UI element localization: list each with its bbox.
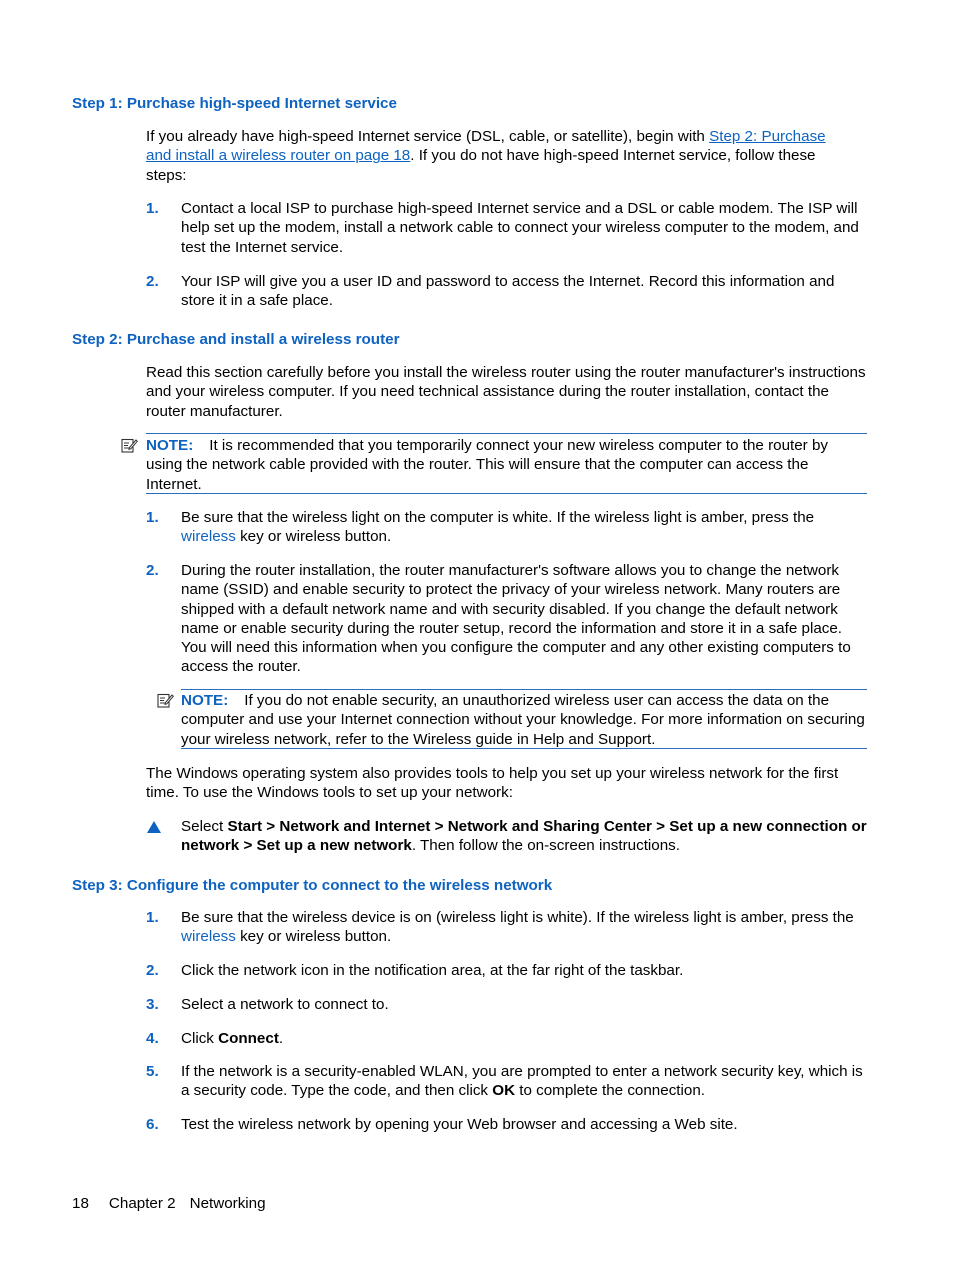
- step2-link[interactable]: Step 2: Purchase: [709, 128, 826, 145]
- step1-item-number: 2.: [146, 273, 159, 290]
- glossary-term-wireless[interactable]: wireless: [181, 528, 236, 546]
- step3-item-text: Click Connect.: [181, 1030, 284, 1047]
- step3-item-number: 4.: [146, 1030, 159, 1047]
- note-icon: [121, 437, 138, 454]
- note-icon: [157, 692, 174, 709]
- step2-intro: Read this section carefully before you install the wireless router using the router manufacturer's instructions and your wireless computer. If you need technical assistance during the router installation, contact the router manufacturer.: [146, 364, 866, 420]
- step3-item-number: 5.: [146, 1063, 159, 1080]
- note-label: NOTE:: [146, 437, 194, 454]
- step3-item-number: 2.: [146, 962, 159, 979]
- step2-item-text: During the router installation, the router manufacturer's software allows you to change the network name (SSID) and enable security to protect the privacy of your wireless network. Many routers are shipped with a default network name and with security disabled. If you change the default network name or enable security during the router setup, record the information and store it in a safe place. You will need this information when you configure the computer and any other existing computers to access the router.: [181, 562, 851, 676]
- note-text: If you do not enable security, an unauthorized wireless user can access the data on the computer and use your Internet connection without your knowledge. For more information on securing your wireless network, refer to the Wireless guide in Help and Support.: [181, 692, 865, 748]
- select-instruction: Select Start > Network and Internet > Network and Sharing Center > Set up a new connection or network > Set up a new network. Then follow the on-screen instructions.: [181, 818, 867, 855]
- chapter-label: Chapter 2: [108, 1195, 176, 1212]
- note1-bottom-rule: [146, 493, 867, 494]
- step3-item-text: If the network is a security-enabled WLAN, you are prompted to enter a network security key, which is a security code. Type the code, and then click OK to complete the connection.: [181, 1063, 863, 1100]
- menu-path: Start > Network and Internet > Network and Sharing Center > Set up a new connection or network > Set up a new network: [181, 818, 867, 855]
- step3-item-number: 6.: [146, 1116, 159, 1133]
- step1-intro: If you already have high-speed Internet service (DSL, cable, or satellite), begin with Step 2: Purchase and install a wireless router on page 18. If you do not have high-speed Internet service, follow these steps:: [146, 128, 826, 184]
- section-label: Networking: [189, 1195, 266, 1212]
- step2-heading: Step 2: Purchase and install a wireless router: [72, 331, 400, 348]
- step3-item-text: Test the wireless network by opening your Web browser and accessing a Web site.: [181, 1116, 738, 1133]
- note2-top-rule: [181, 689, 867, 690]
- step1-item-number: 1.: [146, 200, 159, 217]
- note-text: It is recommended that you temporarily connect your new wireless computer to the router by using the network cable provided with the router. This will ensure that the computer can access the Internet.: [146, 437, 828, 493]
- note2-bottom-rule: [181, 748, 867, 749]
- step2-item-text: Be sure that the wireless light on the computer is white. If the wireless light is amber, press the wireless key or wireless button.: [181, 509, 815, 546]
- step3-item-number: 3.: [146, 996, 159, 1013]
- step3-item-number: 1.: [146, 909, 159, 926]
- note1: [146, 436, 867, 494]
- page-number: 18: [72, 1195, 89, 1212]
- note-label: NOTE:: [181, 692, 229, 709]
- step3-item-text: Click the network icon in the notification area, at the far right of the taskbar.: [181, 962, 684, 979]
- step2-item-number: 1.: [146, 509, 159, 526]
- glossary-term-wireless[interactable]: wireless: [181, 928, 236, 946]
- step1-heading: Step 1: Purchase high-speed Internet service: [72, 95, 397, 112]
- note2: [181, 691, 867, 749]
- step3-item-text: Be sure that the wireless device is on (wireless light is white). If the wireless light is amber, press the wireless key or wireless button.: [181, 909, 854, 946]
- note1-top-rule: [146, 433, 867, 434]
- step3-item-text: Select a network to connect to.: [181, 996, 389, 1013]
- step1-item-text: Your ISP will give you a user ID and password to access the Internet. Record this information and store it in a safe place.: [181, 273, 835, 310]
- triangle-bullet-icon: [146, 819, 162, 835]
- page-footer: [72, 1194, 266, 1213]
- step1-item-text: Contact a local ISP to purchase high-speed Internet service and a DSL or cable modem. The ISP will help set up the modem, install a network cable to connect your wireless computer to the modem, and test the Internet service.: [181, 200, 859, 256]
- windows-tools-paragraph: The Windows operating system also provides tools to help you set up your wireless network for the first time. To use the Windows tools to set up your network:: [146, 765, 839, 802]
- step2-link-continued[interactable]: and install a wireless router on page 18: [146, 147, 411, 165]
- step2-item-number: 2.: [146, 562, 159, 579]
- step3-heading: Step 3: Configure the computer to connect to the wireless network: [72, 877, 553, 894]
